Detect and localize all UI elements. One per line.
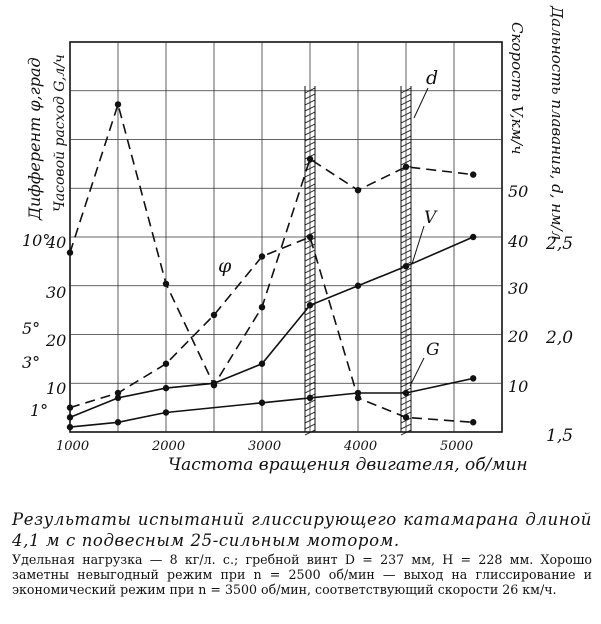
left-tick-G: 10 <box>46 379 67 398</box>
data-point-phi <box>403 414 409 420</box>
data-point-phi <box>211 312 217 318</box>
left-tick-G: 40 <box>46 233 67 252</box>
right-tick-V: 30 <box>508 279 529 298</box>
series-label-d: d <box>426 67 439 89</box>
data-point-phi <box>307 234 313 240</box>
data-point-phi <box>355 395 361 401</box>
data-point-V <box>163 385 169 391</box>
data-point-d <box>211 382 217 388</box>
right-tick-d: 2,0 <box>546 328 574 348</box>
data-point-V <box>307 302 313 308</box>
right-tick-V: 10 <box>508 377 529 396</box>
series-line-V <box>70 237 473 417</box>
right-tick-d: 1,5 <box>546 426 574 446</box>
x-tick-label: 2000 <box>152 439 186 454</box>
series-line-d <box>70 104 473 385</box>
x-tick-label: 1000 <box>56 439 90 454</box>
x-tick-label: 3000 <box>248 439 282 454</box>
caption-title: Результаты испытаний глиссирующего катамарана длиной 4,1 м с подвесным 25-сильным мотором. <box>12 510 592 550</box>
left-tick-phi: 10° <box>22 231 51 250</box>
data-point-G <box>115 419 121 425</box>
x-tick-label: 5000 <box>440 439 474 454</box>
x-axis-title: Частота вращения двигателя, об/мин <box>168 455 528 475</box>
data-point-V <box>259 361 265 367</box>
left-tick-phi: 5° <box>22 319 41 338</box>
left-axis-title-phi: Дифферент φ,град <box>25 57 44 220</box>
grid <box>70 42 502 432</box>
right-tick-V: 20 <box>508 327 529 346</box>
data-point-d <box>355 187 361 193</box>
data-point-d <box>259 304 265 310</box>
right-axis-title-V: Скорость V,км/ч <box>508 22 526 155</box>
data-point-d <box>470 171 476 177</box>
right-tick-V: 40 <box>508 232 529 251</box>
data-point-G <box>307 395 313 401</box>
data-series <box>67 101 477 430</box>
left-axis-title-G: Часовой расход G,л/ч <box>52 54 68 212</box>
data-point-phi <box>163 361 169 367</box>
right-tick-V: 50 <box>508 182 529 201</box>
data-point-d <box>67 249 73 255</box>
data-point-phi <box>67 404 73 410</box>
series-label-phi: φ <box>218 255 232 277</box>
series-line-phi <box>70 237 473 422</box>
data-point-phi <box>259 253 265 259</box>
data-point-V <box>403 263 409 269</box>
label-leader-G <box>410 358 424 386</box>
data-point-G <box>403 390 409 396</box>
data-point-G <box>470 375 476 381</box>
data-point-phi <box>115 390 121 396</box>
left-tick-G: 20 <box>46 331 67 350</box>
right-axis-title-d: Дальность плавания, d, нм/л <box>548 6 566 241</box>
data-point-V <box>67 414 73 420</box>
data-point-d <box>307 156 313 162</box>
data-point-phi <box>470 419 476 425</box>
left-tick-phi: 1° <box>30 401 49 420</box>
caption-body: Удельная нагрузка — 8 кг/л. с.; гребной винт D = 237 мм, H = 228 мм. Хорошо заметны невыгодный режим при n = 2500 об/мин — выход на глиссирование и экономический режим при n = 3500 об/мин, соответствующий скорости 26 км/ч. <box>12 552 592 597</box>
data-point-V <box>355 283 361 289</box>
data-point-G <box>259 400 265 406</box>
label-leader-V <box>412 226 424 264</box>
series-label-V: V <box>424 208 437 228</box>
right-tick-d: 2,5 <box>546 234 574 254</box>
label-leader-d <box>414 88 428 118</box>
data-point-d <box>115 101 121 107</box>
data-point-d <box>163 281 169 287</box>
x-tick-label: 4000 <box>344 439 378 454</box>
data-point-d <box>403 164 409 170</box>
left-tick-G: 30 <box>46 283 67 302</box>
series-label-G: G <box>426 340 440 360</box>
data-point-V <box>470 234 476 240</box>
left-tick-phi: 3° <box>22 353 41 372</box>
data-point-G <box>163 409 169 415</box>
axis-labels <box>22 5 573 475</box>
data-point-G <box>67 424 73 430</box>
